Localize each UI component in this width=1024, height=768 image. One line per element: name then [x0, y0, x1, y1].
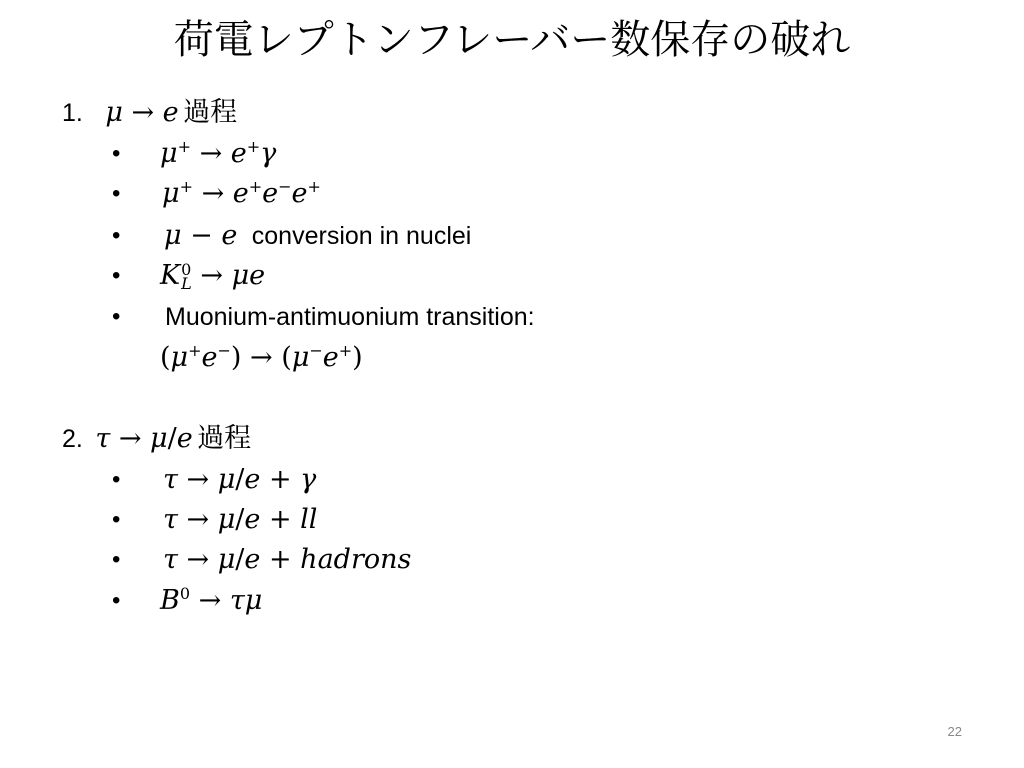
list-item — [164, 218, 471, 258]
list-item — [160, 583, 262, 623]
list-item-continuation — [160, 340, 363, 380]
formula-muonium-transition: (μ+e−) → (μ−e+) — [160, 341, 363, 373]
formula-mu-to-e-gamma: μ+ → e+γ — [160, 137, 277, 169]
bullet: • — [112, 466, 121, 493]
formula-b0-to-tau-mu: $B^0 \to \tau\mu$ — [160, 584, 263, 616]
section2-heading-math: τ → μ/e — [95, 423, 193, 454]
bullet: • — [112, 506, 121, 533]
item-text: Muonium-antimuonium transition: — [165, 303, 535, 331]
bullet: • — [112, 587, 121, 614]
list-item — [163, 462, 316, 502]
section1-heading-math: μ → e — [105, 97, 179, 128]
section1-number: 1. — [62, 99, 83, 127]
list-item — [162, 176, 321, 216]
bullet: • — [112, 546, 121, 573]
section1-heading-suffix: 過程 — [183, 97, 238, 128]
page-number: 22 — [947, 724, 962, 739]
section2-heading — [62, 421, 251, 461]
list-item — [163, 542, 411, 582]
bullet: • — [112, 180, 121, 207]
section2-number: 2. — [62, 425, 83, 453]
item-text: conversion in nuclei — [251, 222, 472, 250]
bullet: • — [112, 140, 121, 167]
list-item — [160, 136, 276, 176]
list-item — [165, 299, 535, 339]
formula-mu-to-3e: μ+ → e+e−e+ — [162, 177, 321, 209]
formula-mu-minus-e: μ − e — [164, 220, 238, 251]
list-item — [160, 258, 265, 298]
formula-tau-to-lepton-gamma: τ → μ/e + γ — [163, 464, 317, 495]
section2-heading-suffix: 過程 — [197, 423, 252, 454]
bullet: • — [112, 262, 121, 289]
formula-kl-to-mu-e: K 0 L → μe — [160, 259, 266, 293]
bullet: • — [112, 303, 121, 330]
formula-tau-to-lepton-ll: τ → μ/e + ll — [163, 504, 318, 535]
bullet: • — [112, 222, 121, 249]
section1-heading — [62, 95, 237, 135]
list-item — [163, 502, 317, 542]
formula-tau-to-lepton-hadrons: τ → μ/e + hadrons — [163, 544, 412, 575]
slide-title: 荷電レプトンフレーバー数保存の破れ — [173, 17, 851, 63]
